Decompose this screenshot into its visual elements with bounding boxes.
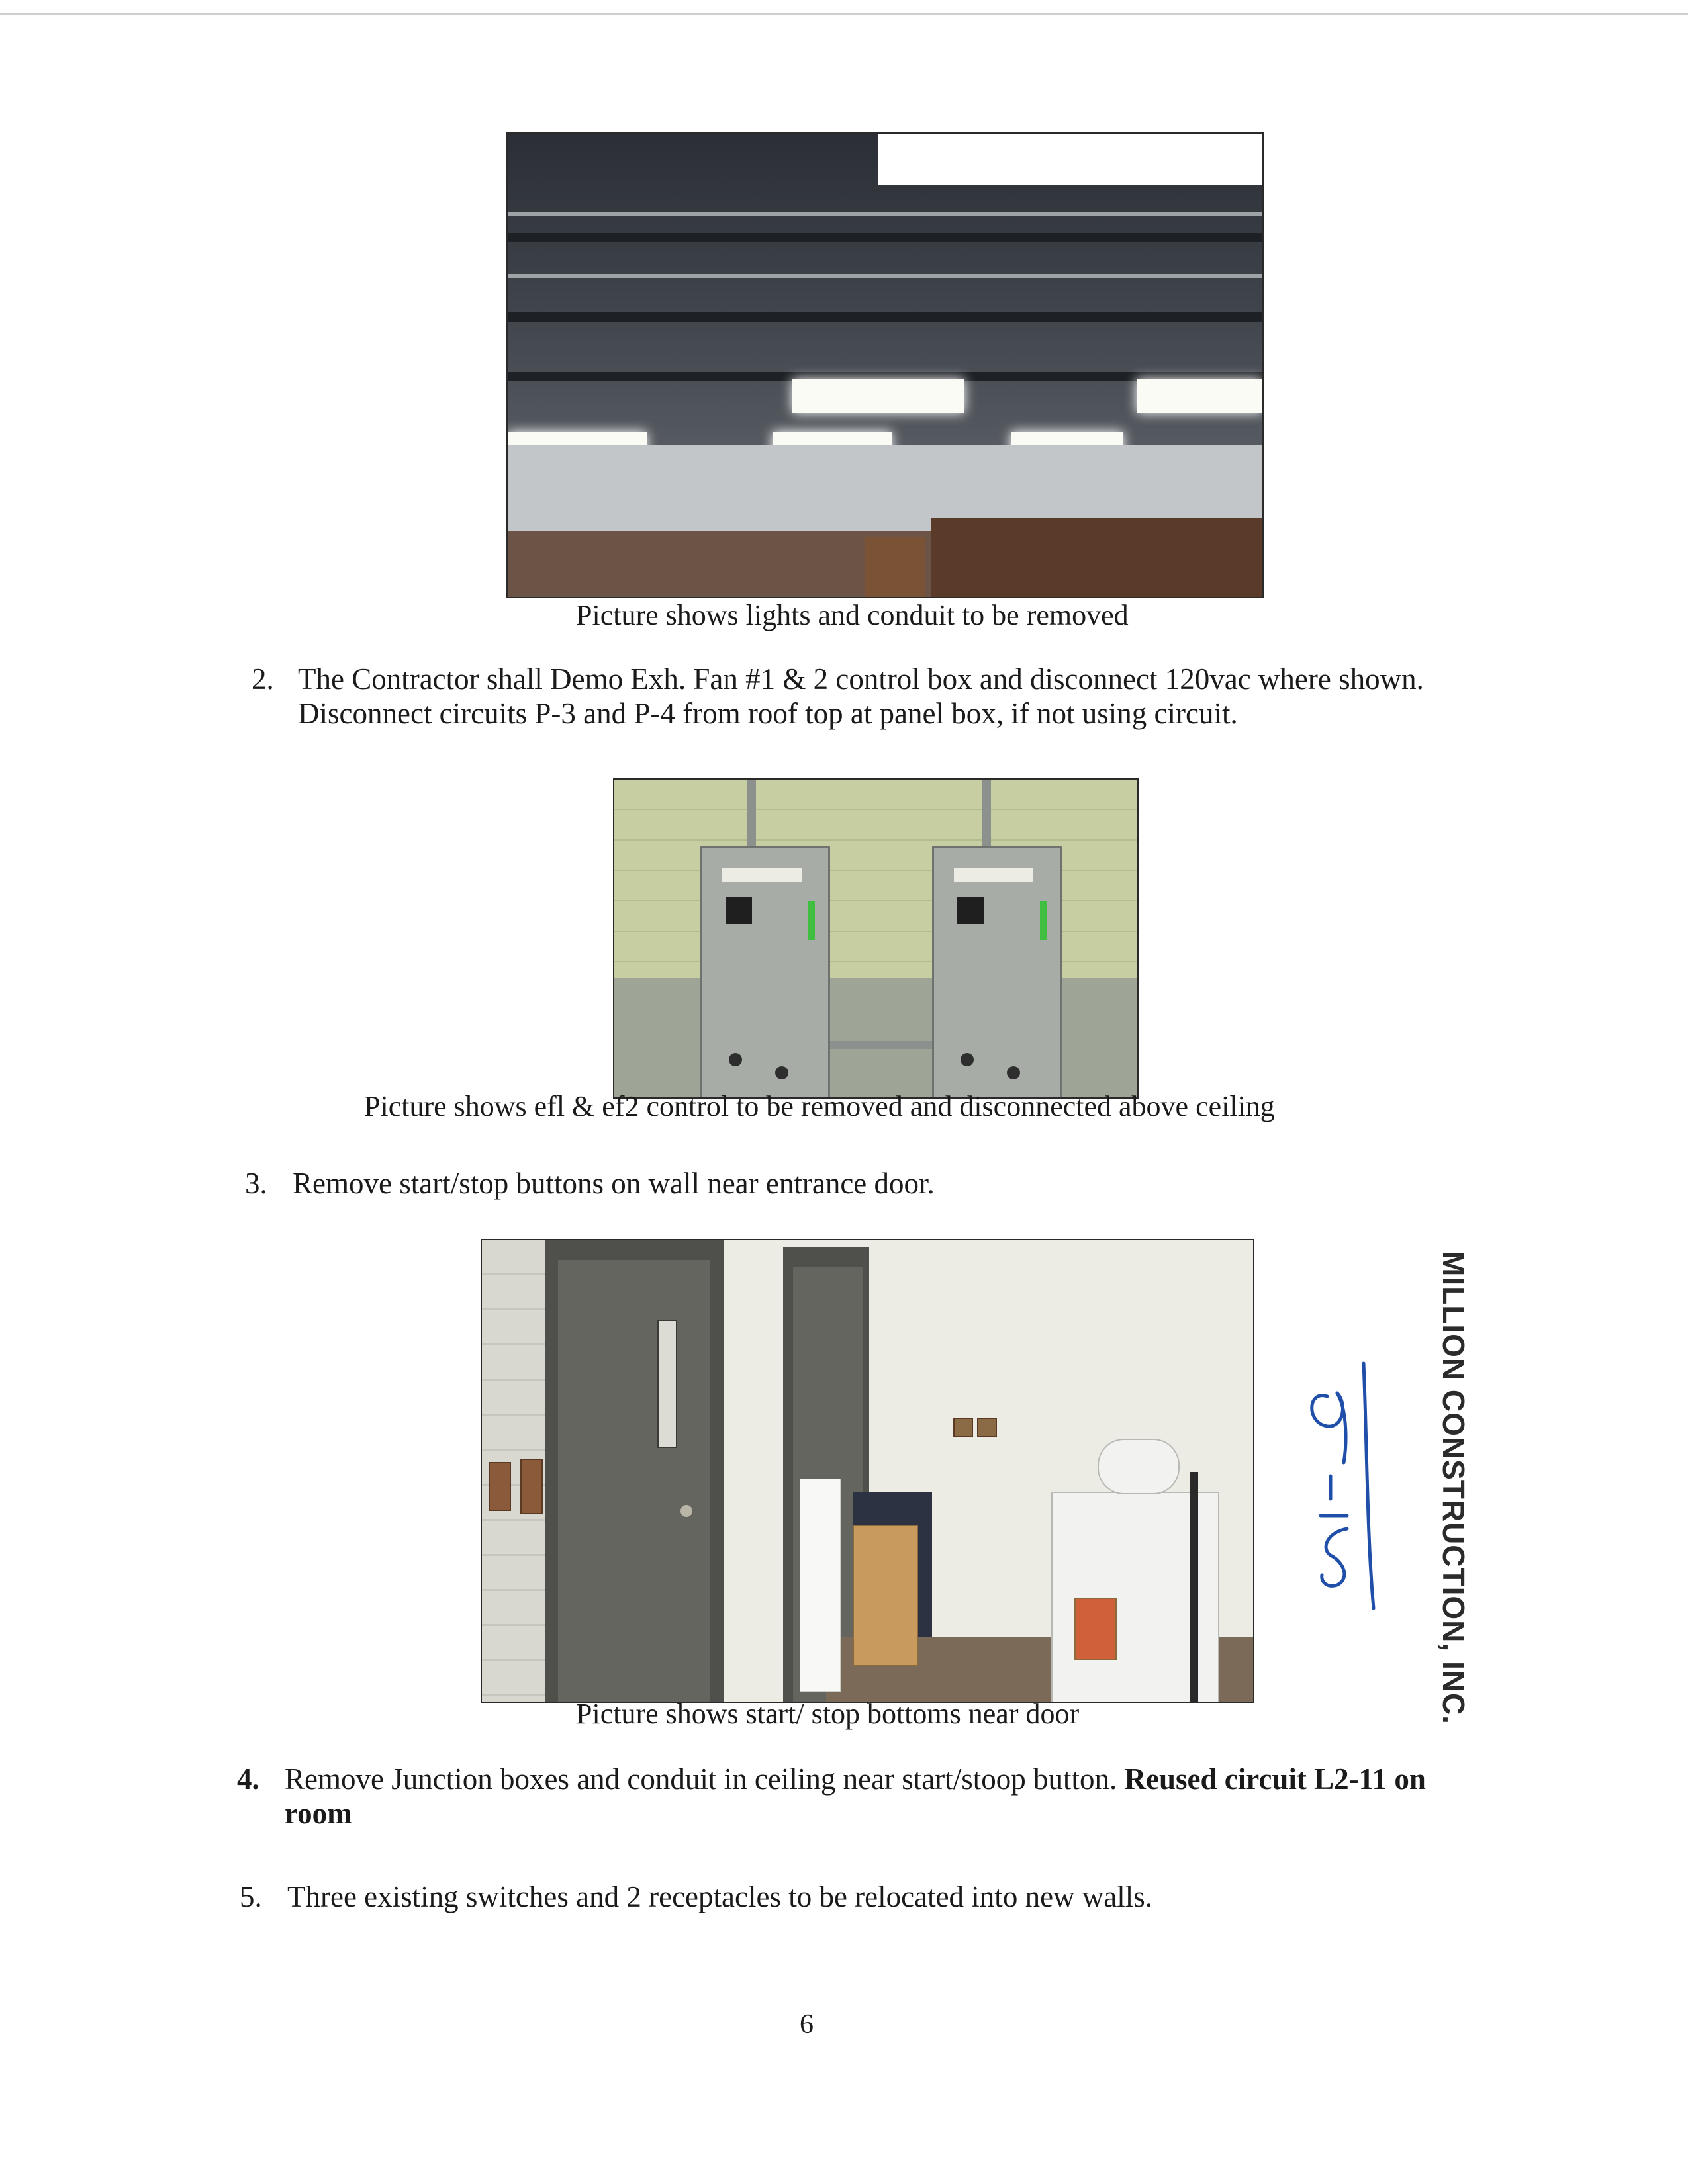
caption-photo-3: Picture shows start/ stop bottoms near door: [576, 1698, 1080, 1730]
list-item-text: The Contractor shall Demo Exh. Fan #1 & 2 control box and disconnect 120vac where shown. Disconnect circuits P-3 and P-4 from roof top at panel box, if not using circuit.: [298, 662, 1424, 730]
receptacle: [953, 1418, 973, 1437]
list-item-number: 2.: [252, 662, 274, 696]
control-box-ef1: [700, 846, 830, 1099]
company-stamp: [1434, 1251, 1474, 1725]
list-item-bold-text: Reused circuit L2-11 on room: [285, 1762, 1426, 1830]
packing-material: [1098, 1439, 1180, 1494]
stamp-text: MILLION CONSTRUCTION, INC.: [1436, 1251, 1471, 1725]
start-stop-button: [489, 1462, 511, 1511]
box-label: [1074, 1598, 1117, 1660]
control-box-ef2: [932, 846, 1062, 1099]
list-item-text: Remove start/stop buttons on wall near entrance door.: [293, 1167, 935, 1200]
photo-ceiling-lights: [506, 132, 1264, 598]
handwritten-date: [1301, 1350, 1400, 1615]
door-knob: [680, 1505, 692, 1517]
list-item-body: [285, 1762, 1476, 1831]
door: [558, 1260, 710, 1702]
ceiling-beam: [508, 312, 1262, 322]
list-item-number: 3.: [245, 1167, 267, 1200]
conduit-pipe: [820, 1041, 939, 1049]
conduit: [508, 212, 1262, 216]
ceiling-light: [1137, 379, 1262, 413]
caption-photo-2: Picture shows efl & ef2 control to be removed and disconnected above ceiling: [364, 1090, 1275, 1122]
list-item-text: Remove Junction boxes and conduit in ceiling near start/stoop button.: [285, 1762, 1117, 1796]
ceiling-light: [792, 379, 964, 413]
stacked-tubes: [800, 1479, 841, 1692]
receptacle: [977, 1418, 997, 1437]
conduit-pipe: [982, 780, 991, 852]
photo-control-boxes: [613, 778, 1139, 1099]
caption-photo-1: Picture shows lights and conduit to be removed: [576, 599, 1129, 631]
door-window: [657, 1320, 677, 1448]
start-stop-button: [520, 1459, 543, 1514]
cardboard-box: [853, 1525, 918, 1666]
conduit: [508, 274, 1262, 278]
page-number: 6: [800, 2009, 814, 2040]
stacked-boxes: [931, 518, 1262, 597]
hand-truck: [1190, 1472, 1198, 1702]
top-rule: [0, 13, 1688, 15]
conduit-pipe: [747, 780, 756, 852]
ceiling-beam: [508, 233, 1262, 242]
list-item-text: Three existing switches and 2 receptacles to be relocated into new walls.: [287, 1880, 1153, 1913]
stacked-boxes: [865, 537, 925, 597]
list-item-number: 5.: [240, 1880, 262, 1913]
photo-crop-notch: [878, 134, 1264, 185]
photo-doors-start-stop: [481, 1239, 1254, 1703]
list-item-number: 4.: [237, 1762, 259, 1796]
